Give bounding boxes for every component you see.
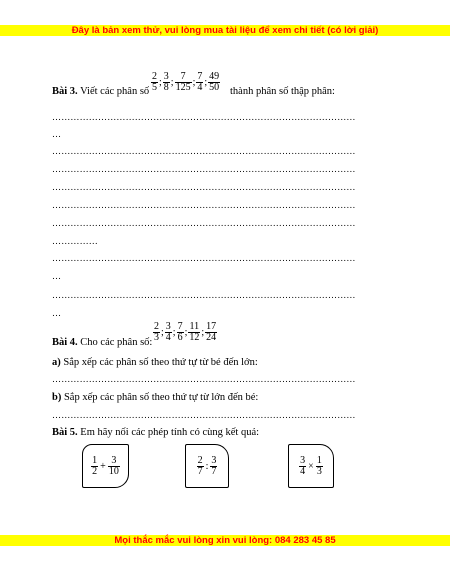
bai3-text-before: Viết các phân số xyxy=(80,86,150,97)
bai4-a-text: Sắp xếp các phân số theo thứ tự từ bé đến lớn: xyxy=(63,357,258,368)
bai4-prompt xyxy=(52,337,152,348)
fraction: $\frac{49}{50}$ xyxy=(209,71,220,93)
answer-line: ……………………………………………………………………………………… xyxy=(52,410,356,420)
fraction-separator: ; xyxy=(201,327,205,338)
answer-line: ……………………………………………………………………………………… xyxy=(52,290,356,300)
fraction: $\frac{11}{12}$ xyxy=(189,321,200,343)
answer-line: … xyxy=(52,129,62,139)
fraction: $\frac{1}{3}$ xyxy=(316,454,322,477)
fraction-separator: ; xyxy=(172,327,176,338)
fraction-separator: ; xyxy=(170,77,174,88)
fraction-separator: ; xyxy=(192,77,196,88)
answer-line: ……………………………………………………………………………………… xyxy=(52,164,356,174)
answer-line: ……………………………………………………………………………………… xyxy=(52,146,356,156)
bai5-text: Em hãy nối các phép tính có cùng kết quả: xyxy=(80,427,260,438)
bai4-a-prompt xyxy=(52,357,258,368)
bai3-prompt xyxy=(52,86,149,97)
fraction-separator: ; xyxy=(161,327,164,338)
fraction: $\frac{2}{7}$ xyxy=(197,454,203,477)
expression-card-2[interactable] xyxy=(185,444,229,488)
bai4-text-before: Cho các phân số: xyxy=(80,337,153,348)
fraction: $\frac{17}{24}$ xyxy=(206,321,217,343)
answer-line: … xyxy=(52,271,62,281)
fraction-separator: ; xyxy=(159,77,162,88)
bai3-text-after: thành phân số thập phân: xyxy=(230,86,335,97)
answer-line: ……………………………………………………………………………………… xyxy=(52,182,356,192)
contact-banner: Mọi thắc mắc vui lòng xin vui lòng: 084 283 45 85 xyxy=(0,535,450,546)
fraction: $\frac{2}{5}$ xyxy=(152,71,157,93)
bai5-prompt xyxy=(52,427,259,438)
bai4-b-text: Sắp xếp các phân số theo thứ tự từ lớn đến bé: xyxy=(63,392,259,403)
answer-line: ……………………………………………………………………………………… xyxy=(52,374,356,384)
fraction: $\frac{3}{4}$ xyxy=(300,454,306,477)
bai4-b-prompt xyxy=(52,392,258,403)
fraction: $\frac{7}{125}$ xyxy=(175,71,191,93)
fraction: $\frac{3}{4}$ xyxy=(165,321,171,343)
fraction: $\frac{7}{4}$ xyxy=(197,71,203,93)
operator: × xyxy=(308,460,314,472)
bai5-label: Bài 5. xyxy=(52,427,78,438)
fraction-separator: ; xyxy=(184,327,188,338)
answer-line: ……………………………………………………………………………………… xyxy=(52,218,356,228)
bai4-label: Bài 4. xyxy=(52,337,78,348)
bai3-label: Bài 3. xyxy=(52,86,78,97)
answer-line: ……………………………………………………………………………………… xyxy=(52,253,356,263)
bai3-fractions xyxy=(151,72,220,93)
fraction: $\frac{7}{6}$ xyxy=(177,321,183,343)
fraction: $\frac{1}{2}$ xyxy=(92,454,98,477)
operator: : xyxy=(205,460,209,472)
bai4-a-label: a) xyxy=(52,357,61,368)
answer-line: ……………………………………………………………………………………… xyxy=(52,112,356,122)
fraction: $\frac{2}{3}$ xyxy=(154,321,159,343)
bai4-b-label: b) xyxy=(52,392,62,403)
answer-line: ……………………………………………………………………………………… xyxy=(52,200,356,210)
expression-card-1[interactable] xyxy=(82,444,129,488)
bai4-fractions xyxy=(153,322,217,343)
fraction-separator: ; xyxy=(204,77,208,88)
fraction: $\frac{3}{10}$ xyxy=(108,454,119,477)
answer-line: … xyxy=(52,308,62,318)
answer-line: …………… xyxy=(52,236,98,246)
preview-banner: Đây là bản xem thử, vui lòng mua tài liệu để xem chi tiết (có lời giải) xyxy=(0,25,450,36)
fraction: $\frac{3}{8}$ xyxy=(163,71,169,93)
operator: + xyxy=(100,460,106,472)
expression-card-3[interactable] xyxy=(288,444,334,488)
fraction: $\frac{3}{7}$ xyxy=(211,454,217,477)
